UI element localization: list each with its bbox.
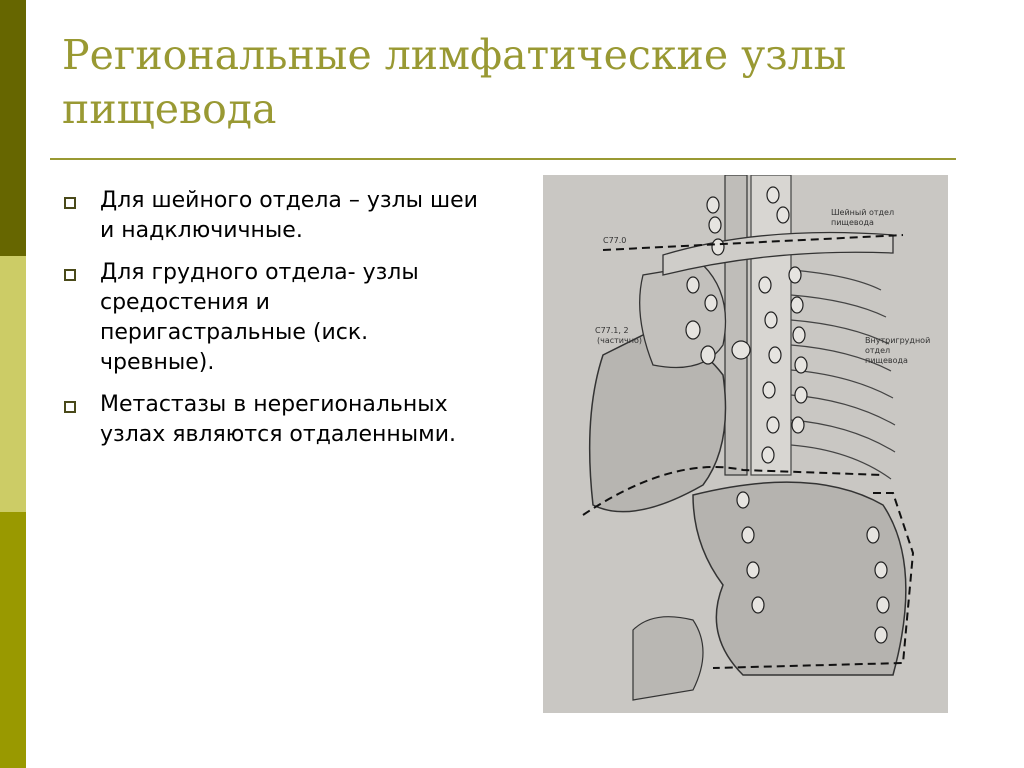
- bullet-item: [62, 186, 482, 246]
- label-cervical-2: пищевода: [831, 218, 874, 227]
- bullet-text: Метастазы в нерегиональных узлах являются отдаленными.: [100, 392, 457, 447]
- label-thoracic-2: отдел: [865, 346, 891, 355]
- title-divider: [50, 158, 956, 160]
- anatomy-illustration: [543, 175, 948, 713]
- side-bar-bottom: [0, 512, 26, 768]
- lymph-node-diagram: [543, 175, 948, 713]
- label-thoracic-1: Внутригрудной: [865, 336, 931, 345]
- esophagus-shape: [725, 175, 747, 475]
- side-bar-top: [0, 0, 26, 256]
- label-c77-0: C77.0: [603, 236, 627, 245]
- label-thoracic-3: пищевода: [865, 356, 908, 365]
- bullet-text: Для шейного отдела – узлы шеи и надключичные.: [100, 188, 478, 243]
- square-bullet-icon: [64, 269, 76, 281]
- square-bullet-icon: [64, 401, 76, 413]
- bullet-item: [62, 390, 482, 450]
- bullet-list: [62, 186, 482, 462]
- ribs-shape: [791, 270, 895, 479]
- duodenum-shape: [633, 617, 703, 700]
- slide-title: Региональные лимфатические узлы пищевода: [62, 31, 847, 133]
- label-c77-12: C77.1, 2: [595, 326, 629, 335]
- side-bar-middle: [0, 256, 26, 512]
- stomach-shape: [693, 482, 906, 675]
- label-cervical: Шейный отдел: [831, 208, 895, 217]
- bullet-item: [62, 258, 482, 378]
- label-partial: (частично): [597, 336, 642, 345]
- bullet-text: Для грудного отдела- узлы средостения и перигастральные (иск. чревные).: [100, 260, 419, 375]
- square-bullet-icon: [64, 197, 76, 209]
